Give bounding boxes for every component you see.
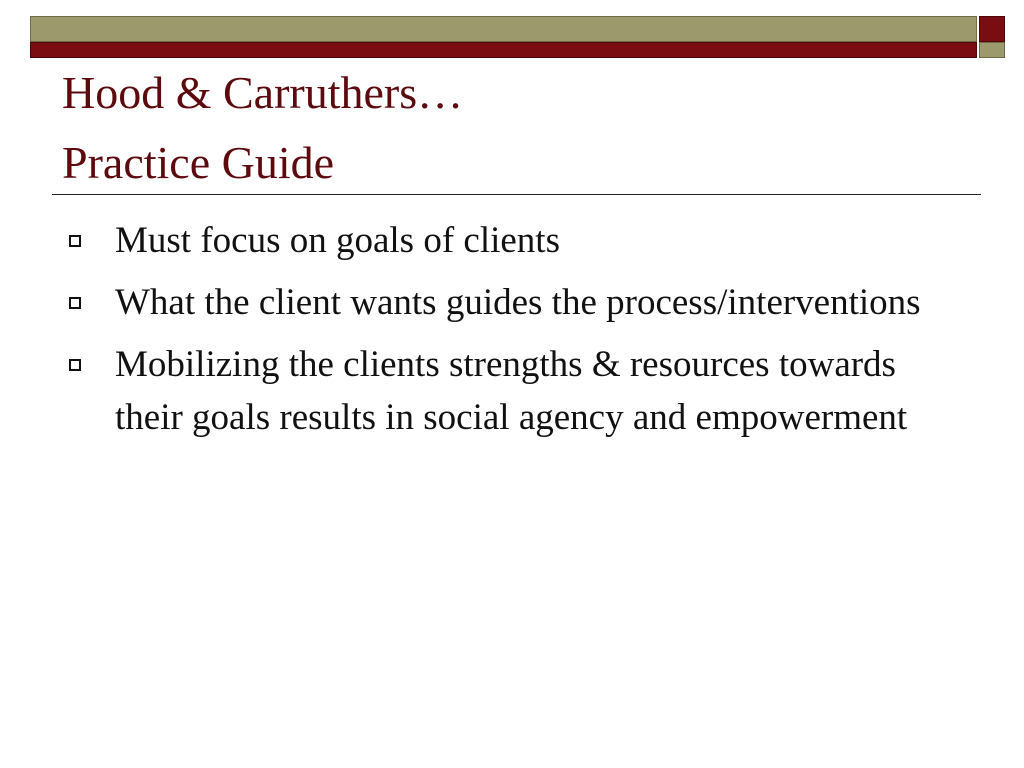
bullet-item <box>62 338 942 444</box>
header-olive-bar <box>30 16 977 42</box>
hollow-square-bullet-icon <box>69 359 81 371</box>
slide-title-line-2: Practice Guide <box>62 137 335 188</box>
bullet-item <box>62 214 942 267</box>
slide-title-line-1: Hood & Carruthers… <box>62 67 464 118</box>
hollow-square-bullet-icon <box>69 297 81 309</box>
bullet-text: Must focus on goals of clients <box>115 220 560 261</box>
bullet-text: Mobilizing the clients strengths & resources towards their goals results in social agency and empowerment <box>115 344 908 438</box>
bullet-text: What the client wants guides the process/interventions <box>115 282 921 323</box>
header-maroon-bar <box>30 42 977 58</box>
hollow-square-bullet-icon <box>69 235 81 247</box>
bullet-item <box>62 276 942 329</box>
header-maroon-square <box>979 16 1005 42</box>
title-divider <box>52 194 981 195</box>
bullet-list <box>62 214 942 453</box>
slide-title <box>62 58 463 198</box>
header-olive-square <box>979 42 1005 58</box>
